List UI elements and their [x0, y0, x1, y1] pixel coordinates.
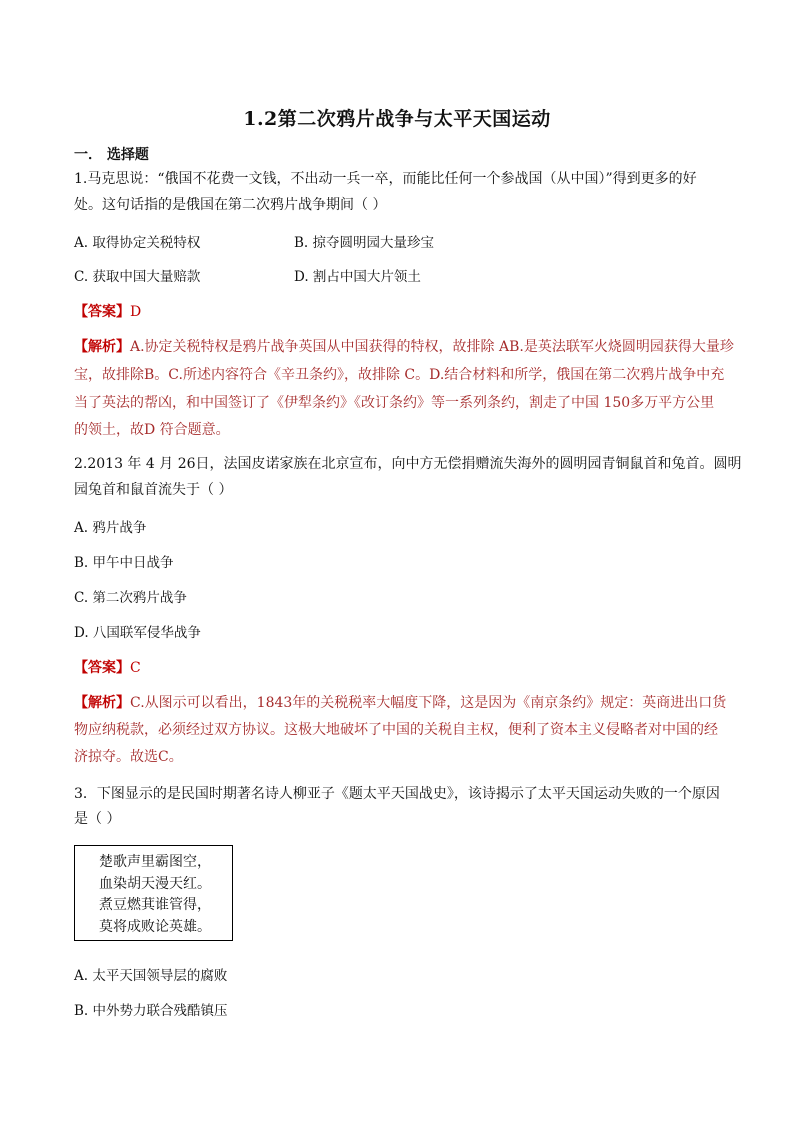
- page-title: 1.2第二次鸦片战争与太平天国运动: [243, 108, 551, 130]
- answer-value: D: [130, 304, 142, 320]
- q1-analysis-line3: 当了英法的帮凶，和中国签订了《伊犁条约》《改订条约》等一系列条约，割走了中国 150多万平方公里: [74, 395, 715, 411]
- q1-analysis-line1: [74, 338, 734, 356]
- q3-stem-line2: 是（ ）: [74, 811, 121, 827]
- q2-option-d: D. 八国联军侵华战争: [74, 625, 201, 641]
- poem-line: 楚歌声里霸图空，: [99, 854, 211, 870]
- poem-line: 莫将成败论英雄。: [99, 918, 211, 935]
- q1-stem-line1: 1.马克思说：“俄国不花费一文钱，不出动一兵一卒，而能比任何一个参战国（从中国）”得到更多的好: [74, 171, 697, 187]
- q1-analysis-line2: 宝，故排除B。C.所述内容符合《辛丑条约》，故排除 C。D.结合材料和所学，俄国在第二次鸦片战争中充: [74, 367, 725, 383]
- q2-option-a: A. 鸦片战争: [74, 520, 147, 536]
- answer-value: C: [130, 660, 141, 676]
- q3-option-a: A. 太平天国领导层的腐败: [74, 968, 228, 984]
- q3-option-b: B. 中外势力联合残酷镇压: [74, 1003, 228, 1019]
- poem-line: 煮豆燃萁谁管得，: [99, 897, 211, 913]
- q2-analysis-line3: 济掠夺。故选C。: [74, 749, 183, 765]
- answer-label: 【答案】: [74, 304, 130, 320]
- q2-stem-line1: 2.2013 年 4 月 26日，法国皮诺家族在北京宣布，向中方无偿捐赠流失海外的圆明园青铜鼠首和兔首。圆明: [74, 456, 742, 472]
- poem-line: 血染胡天漫天红。: [99, 875, 211, 892]
- q2-analysis-line1: [74, 694, 726, 712]
- q2-analysis-line2: 物应纳税款，必须经过双方协议。这极大地破坏了中国的关税自主权，便利了资本主义侵略者对中国的经: [74, 722, 718, 738]
- q2-option-c: C. 第二次鸦片战争: [74, 590, 187, 606]
- q2-option-b: B. 甲午中日战争: [74, 555, 174, 571]
- q1-option-d: D. 割占中国大片领土: [294, 269, 421, 285]
- analysis-label: 【解析】: [74, 695, 130, 711]
- q1-option-c: C. 获取中国大量赔款: [74, 269, 201, 285]
- q2-answer: [74, 659, 141, 677]
- q3-stem-line1: 3．下图显示的是民国时期著名诗人柳亚子《题太平天国战史》，该诗揭示了太平天国运动失败的一个原因: [74, 786, 720, 802]
- q1-answer: [74, 303, 141, 321]
- q1-option-a: A. 取得协定关税特权: [74, 235, 201, 251]
- analysis-text: A.协定关税特权是鸦片战争英国从中国获得的特权，故排除 AB.是英法联军火烧圆明园获得大量珍: [130, 339, 734, 355]
- q1-stem-line2: 处。这句话指的是俄国在第二次鸦片战争期间（ ）: [74, 197, 387, 213]
- poem-box: [74, 845, 233, 941]
- analysis-text: C.从图示可以看出，1843年的关税税率大幅度下降，这是因为《南京条约》规定：英商进出口货: [130, 695, 727, 711]
- analysis-label: 【解析】: [74, 339, 130, 355]
- q2-stem-line2: 园兔首和鼠首流失于（ ）: [74, 482, 233, 498]
- section-heading: 一． 选择题: [74, 147, 149, 163]
- q1-option-b: B. 掠夺圆明园大量珍宝: [294, 235, 435, 251]
- answer-label: 【答案】: [74, 660, 130, 676]
- q1-analysis-line4: 的领土，故D 符合题意。: [74, 422, 230, 438]
